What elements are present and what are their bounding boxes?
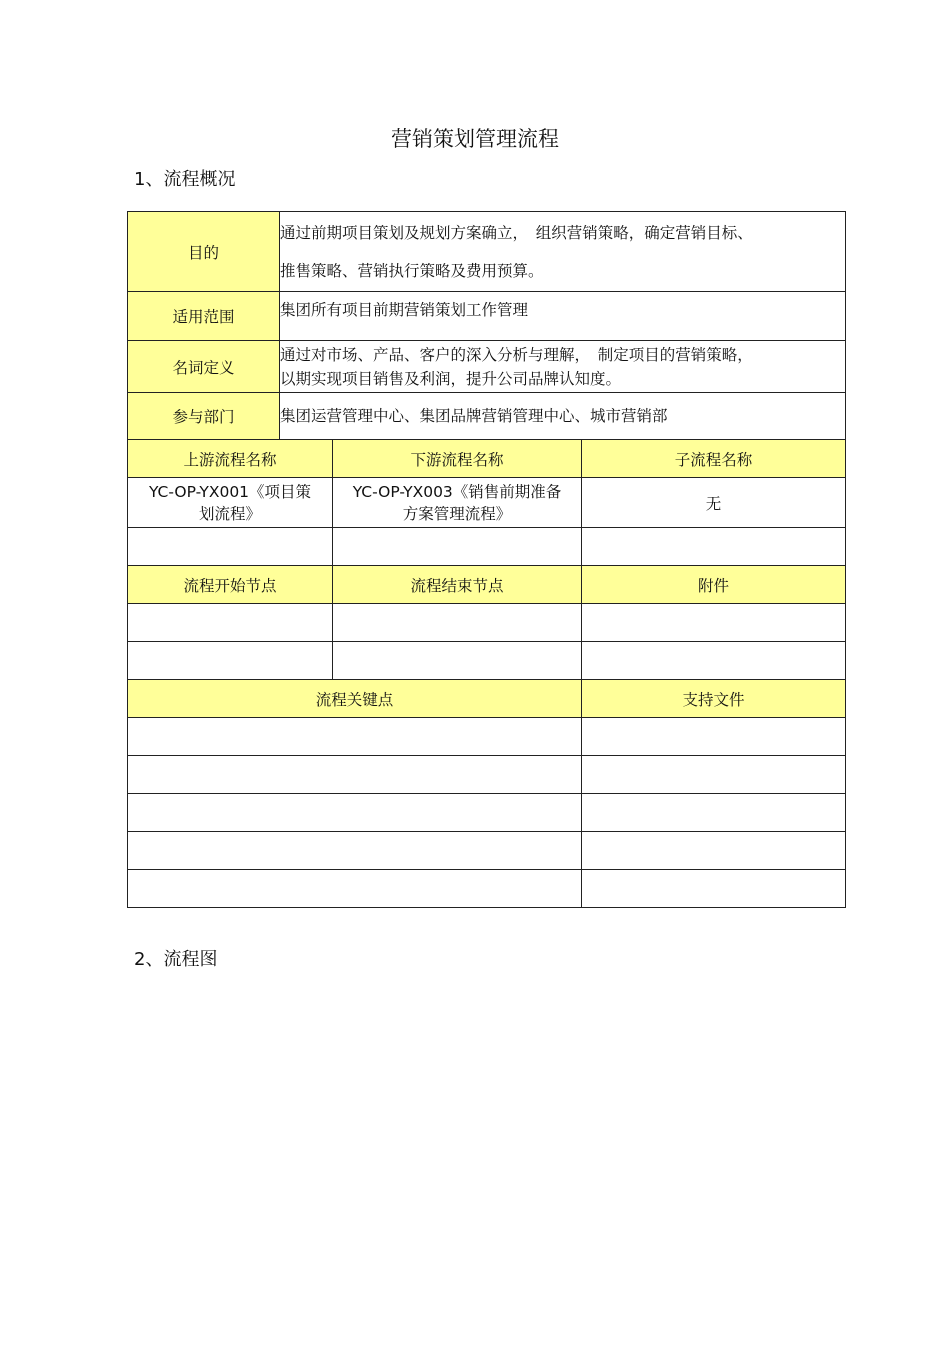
empty-cell <box>582 718 846 756</box>
empty-cell <box>128 642 333 680</box>
keypoint-header: 流程关键点 <box>128 680 582 718</box>
subflow-header: 子流程名称 <box>582 440 846 478</box>
definition-line-1: 通过对市场、产品、客户的深入分析与理解， 制定项目的营销策略， <box>280 345 753 364</box>
page-title: 营销策划管理流程 <box>391 127 559 151</box>
empty-cell <box>582 870 846 908</box>
upstream-value <box>128 478 333 528</box>
table-row-empty <box>128 528 846 566</box>
table-row-departments <box>128 393 846 440</box>
table-row-node-headers <box>128 566 846 604</box>
definition-line-2: 以期实现项目销售及利润，提升公司品牌认知度。 <box>280 369 622 388</box>
upstream-line-2: 划流程》 <box>198 504 261 523</box>
section-heading-overview: 1、流程概况 <box>134 169 236 190</box>
empty-cell <box>333 528 582 566</box>
table-row-flow-headers <box>128 440 846 478</box>
empty-cell <box>582 528 846 566</box>
table-row-empty <box>128 642 846 680</box>
definition-label: 名词定义 <box>128 341 280 393</box>
table-row-empty <box>128 832 846 870</box>
purpose-label: 目的 <box>128 212 280 292</box>
table-row-flow-values <box>128 478 846 528</box>
purpose-value <box>280 212 846 292</box>
purpose-line-1: 通过前期项目策划及规划方案确立， 组织营销策略，确定营销目标、 <box>280 223 753 242</box>
empty-cell <box>128 756 582 794</box>
empty-cell <box>128 832 582 870</box>
table-row-empty <box>128 870 846 908</box>
definition-value <box>280 341 846 393</box>
table-row-definition <box>128 341 846 393</box>
downstream-line-1: YC-OP-YX003《销售前期准备 <box>352 482 562 501</box>
table-row-keypoint-headers <box>128 680 846 718</box>
table-row-scope <box>128 292 846 341</box>
support-files-header: 支持文件 <box>582 680 846 718</box>
downstream-line-2: 方案管理流程》 <box>402 504 512 523</box>
table-row-empty <box>128 794 846 832</box>
empty-cell <box>582 794 846 832</box>
end-node-header: 流程结束节点 <box>333 566 582 604</box>
empty-cell <box>582 642 846 680</box>
upstream-header: 上游流程名称 <box>128 440 333 478</box>
empty-cell <box>582 604 846 642</box>
section-heading-flowchart: 2、流程图 <box>134 949 218 970</box>
table-row-empty <box>128 718 846 756</box>
empty-cell <box>128 718 582 756</box>
empty-cell <box>333 642 582 680</box>
subflow-value: 无 <box>582 478 846 528</box>
departments-value: 集团运营管理中心、集团品牌营销管理中心、城市营销部 <box>280 393 846 440</box>
purpose-line-2: 推售策略、营销执行策略及费用预算。 <box>280 261 544 280</box>
empty-cell <box>128 870 582 908</box>
empty-cell <box>333 604 582 642</box>
departments-label: 参与部门 <box>128 393 280 440</box>
downstream-value <box>333 478 582 528</box>
upstream-line-1: YC-OP-YX001《项目策 <box>148 482 312 501</box>
empty-cell <box>582 832 846 870</box>
table-row-purpose <box>128 212 846 292</box>
attachment-header: 附件 <box>582 566 846 604</box>
scope-label: 适用范围 <box>128 292 280 341</box>
empty-cell <box>128 604 333 642</box>
table-row-empty <box>128 604 846 642</box>
process-overview-table <box>127 211 846 908</box>
empty-cell <box>128 528 333 566</box>
downstream-header: 下游流程名称 <box>333 440 582 478</box>
empty-cell <box>582 756 846 794</box>
table-row-empty <box>128 756 846 794</box>
start-node-header: 流程开始节点 <box>128 566 333 604</box>
scope-value: 集团所有项目前期营销策划工作管理 <box>280 292 846 341</box>
empty-cell <box>128 794 582 832</box>
